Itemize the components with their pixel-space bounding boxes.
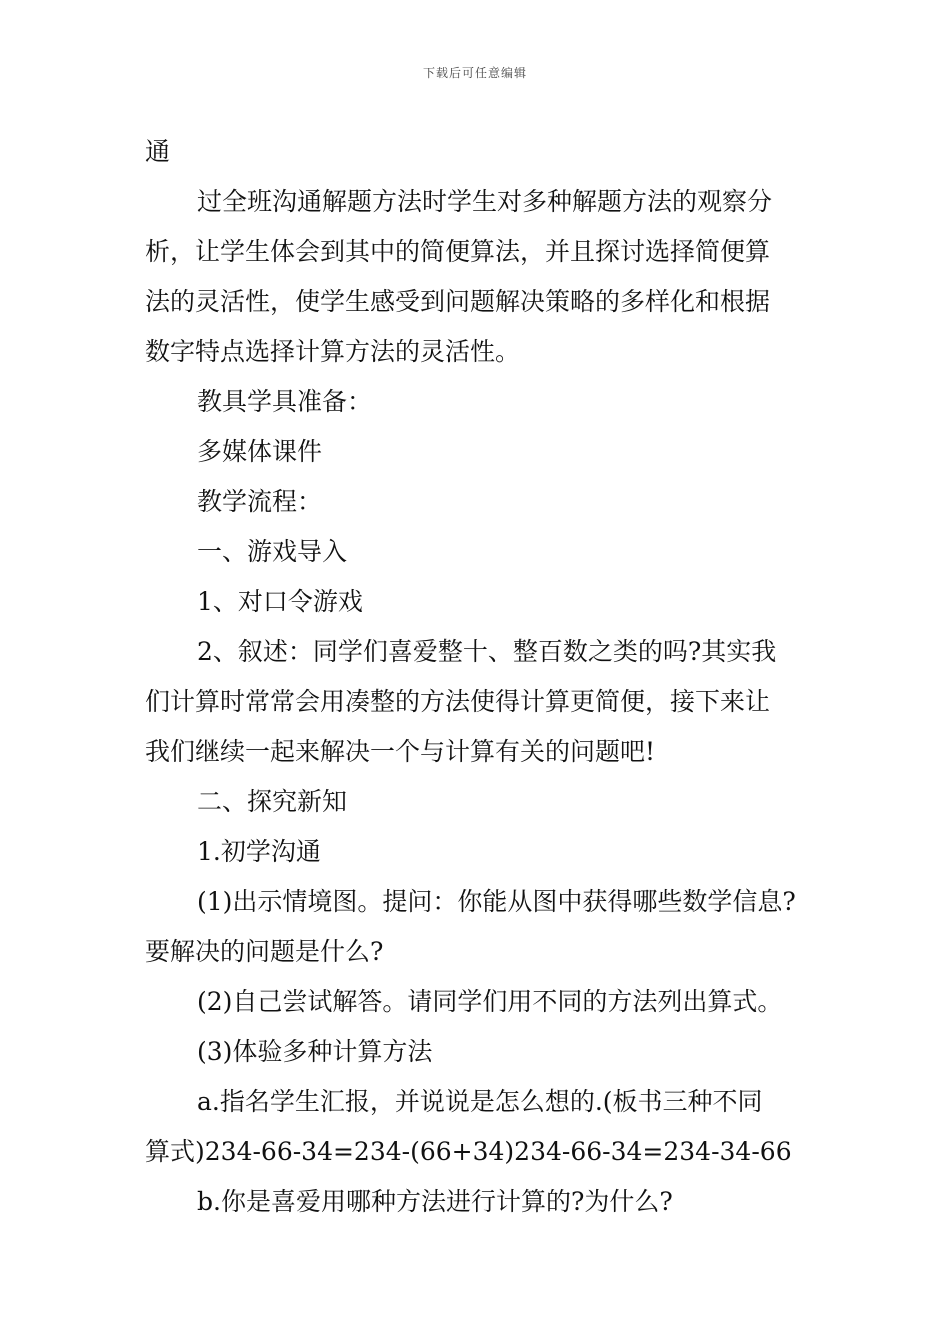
text-line: 过全班沟通解题方法时学生对多种解题方法的观察分: [197, 187, 773, 216]
page-header: 下载后可任意编辑: [422, 66, 527, 80]
document-body: [145, 127, 810, 1227]
text-line: 1.初学沟通: [197, 837, 321, 866]
text-line: 们计算时常常会用凑整的方法使得计算更简便，接下来让: [145, 687, 771, 716]
text-line: 法的灵活性，使学生感受到问题解决策略的多样化和根据: [145, 287, 771, 316]
text-line: 2、叙述：同学们喜爱整十、整百数之类的吗?其实我: [197, 637, 777, 666]
text-line: 要解决的问题是什么?: [145, 937, 384, 966]
text-line: 教具学具准备：: [197, 387, 373, 416]
text-line: 1、对口令游戏: [197, 587, 363, 616]
text-line: 二、探究新知: [197, 787, 348, 816]
text-line: (2)自己尝试解答。请同学们用不同的方法列出算式。: [197, 987, 783, 1016]
text-line: 算式)234-66-34=234-(66+34)234-66-34=234-34-66: [145, 1137, 792, 1166]
text-line: a.指名学生汇报，并说说是怎么想的.(板书三种不同: [197, 1087, 763, 1116]
text-line: (3)体验多种计算方法: [197, 1037, 433, 1066]
text-line: 多媒体课件: [197, 437, 323, 466]
text-line: 析，让学生体会到其中的简便算法，并且探讨选择简便算: [145, 237, 771, 266]
text-line: 通: [145, 137, 171, 166]
text-line: 数字特点选择计算方法的灵活性。: [145, 337, 521, 366]
text-line: b.你是喜爱用哪种方法进行计算的?为什么?: [197, 1187, 673, 1216]
text-line: 我们继续一起来解决一个与计算有关的问题吧!: [145, 737, 656, 766]
text-line: 教学流程：: [197, 487, 323, 516]
text-line: (1)出示情境图。提问：你能从图中获得哪些数学信息?: [197, 887, 796, 916]
text-line: 一、游戏导入: [197, 537, 348, 566]
